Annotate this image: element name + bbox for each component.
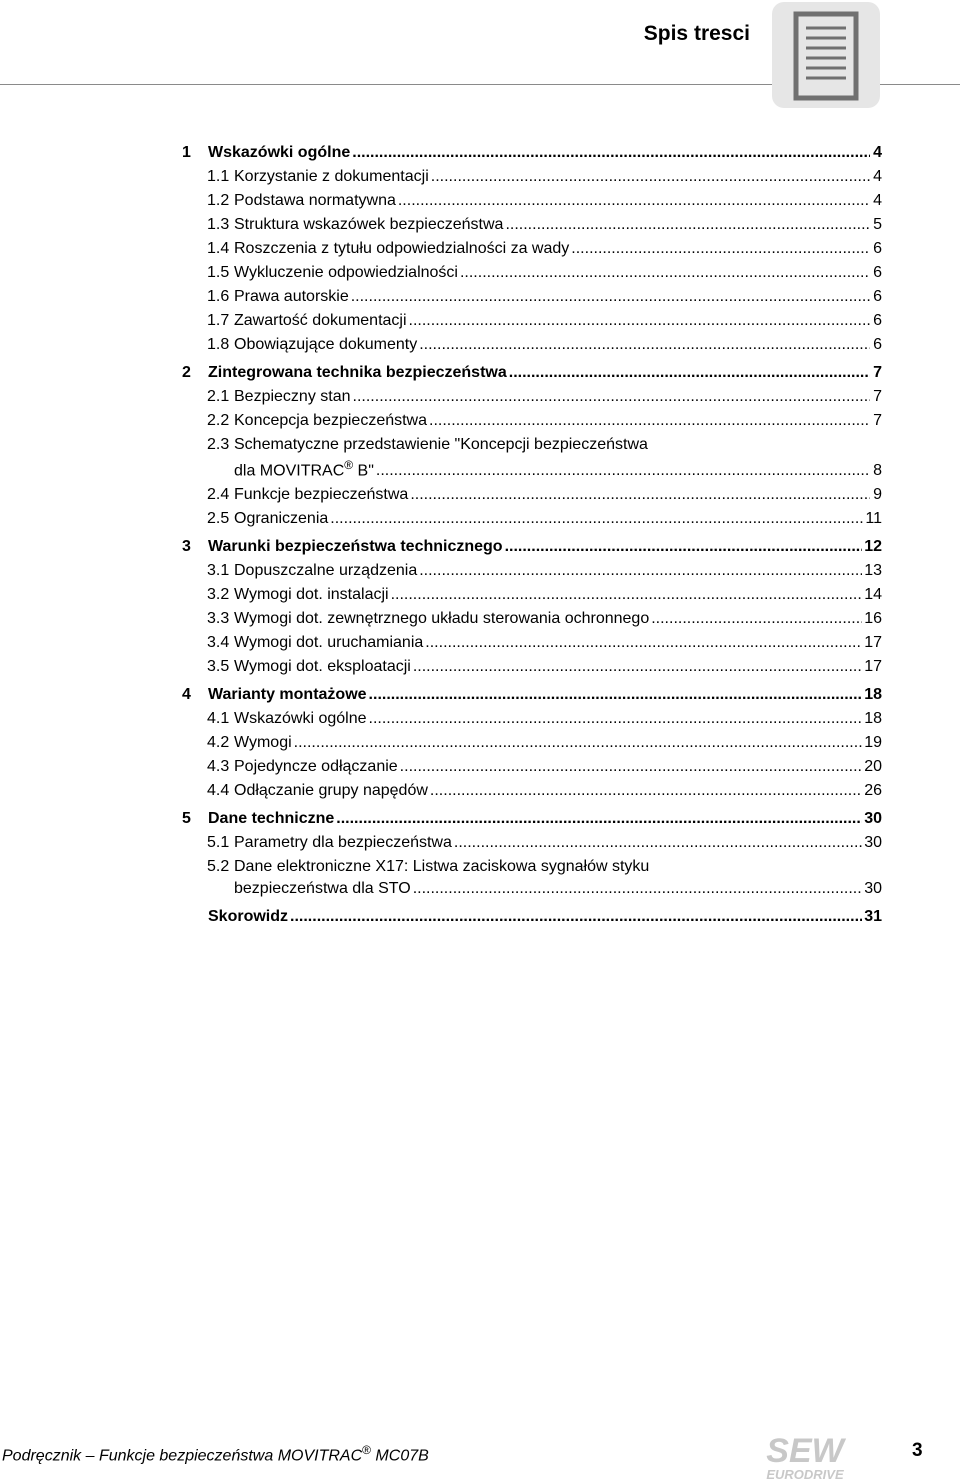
- toc-entry-5-2-line1[interactable]: 5.2 Dane elektroniczne X17: Listwa zaciskowa sygnałów styku: [207, 858, 650, 876]
- page-title: Spis tresci: [643, 22, 750, 45]
- toc-entry-1-5[interactable]: 1.5 Wykluczenie odpowiedzialności ..... 6: [182, 264, 882, 282]
- toc-entry-1-2[interactable]: 1.2 Podstawa normatywna ..... 4: [182, 192, 882, 210]
- toc-entry-5-2-line2[interactable]: bezpieczeństwa dla STO ..... 30: [182, 880, 882, 898]
- footer-manual-title: Podręcznik – Funkcje bezpieczeństwa MOVITRAC® MC07B: [2, 1443, 429, 1465]
- toc-entry-3-3[interactable]: 3.3 Wymogi dot. zewnętrznego układu sterowania ochronnego ..... 16: [182, 610, 882, 628]
- toc-entry-1-6[interactable]: 1.6 Prawa autorskie ..... 6: [182, 288, 882, 306]
- toc-entry-4-2[interactable]: 4.2 Wymogi ..... 19: [182, 734, 882, 752]
- toc-chapter-4[interactable]: 4 Warianty montażowe ..... 18: [182, 686, 882, 704]
- toc-entry-2-2[interactable]: 2.2 Koncepcja bezpieczeństwa ..... 7: [182, 412, 882, 430]
- toc-entry-4-1[interactable]: 4.1 Wskazówki ogólne ..... 18: [182, 710, 882, 728]
- document-lines-icon: [772, 2, 880, 108]
- toc-entry-3-2[interactable]: 3.2 Wymogi dot. instalacji ..... 14: [182, 586, 882, 604]
- toc-chapter-2[interactable]: 2 Zintegrowana technika bezpieczeństwa ..... 7: [182, 364, 882, 382]
- toc-entry-1-8[interactable]: 1.8 Obowiązujące dokumenty ..... 6: [182, 336, 882, 354]
- toc-entry-1-1[interactable]: 1.1 Korzystanie z dokumentacji ..... 4: [182, 168, 882, 186]
- table-of-contents: [182, 144, 882, 926]
- toc-entry-2-3-line2[interactable]: dla MOVITRAC® B" ..... 8: [182, 458, 882, 480]
- toc-entry-3-1[interactable]: 3.1 Dopuszczalne urządzenia ..... 13: [182, 562, 882, 580]
- toc-entry-2-4[interactable]: 2.4 Funkcje bezpieczeństwa ..... 9: [182, 486, 882, 504]
- toc-entry-1-7[interactable]: 1.7 Zawartość dokumentacji ..... 6: [182, 312, 882, 330]
- toc-entry-3-5[interactable]: 3.5 Wymogi dot. eksploatacji ..... 17: [182, 658, 882, 676]
- svg-text:SEW: SEW: [766, 1432, 844, 1470]
- toc-entry-2-5[interactable]: 2.5 Ograniczenia ..... 11: [182, 510, 882, 528]
- toc-entry-1-4[interactable]: 1.4 Roszczenia z tytułu odpowiedzialności za wady ..... 6: [182, 240, 882, 258]
- toc-chapter-5[interactable]: 5 Dane techniczne ..... 30: [182, 810, 882, 828]
- toc-entry-2-1[interactable]: 2.1 Bezpieczny stan ..... 7: [182, 388, 882, 406]
- svg-text:EURODRIVE: EURODRIVE: [766, 1467, 844, 1482]
- toc-entry-5-1[interactable]: 5.1 Parametry dla bezpieczeństwa ..... 30: [182, 834, 882, 852]
- page-number: 3: [912, 1440, 923, 1461]
- toc-entry-3-4[interactable]: 3.4 Wymogi dot. uruchamiania ..... 17: [182, 634, 882, 652]
- toc-chapter-3[interactable]: 3 Warunki bezpieczeństwa technicznego ..... 12: [182, 538, 882, 556]
- toc-entry-2-3-line1[interactable]: 2.3 Schematyczne przedstawienie "Koncepcji bezpieczeństwa: [207, 436, 648, 453]
- sew-eurodrive-logo: [750, 1432, 860, 1482]
- toc-chapter-1[interactable]: 1 Wskazówki ogólne ..... 4: [182, 144, 882, 162]
- toc-entry-4-3[interactable]: 4.3 Pojedyncze odłączanie ..... 20: [182, 758, 882, 776]
- toc-index[interactable]: Skorowidz ..... 31: [182, 908, 882, 926]
- toc-entry-4-4[interactable]: 4.4 Odłączanie grupy napędów ..... 26: [182, 782, 882, 800]
- toc-entry-1-3[interactable]: 1.3 Struktura wskazówek bezpieczeństwa ..... 5: [182, 216, 882, 234]
